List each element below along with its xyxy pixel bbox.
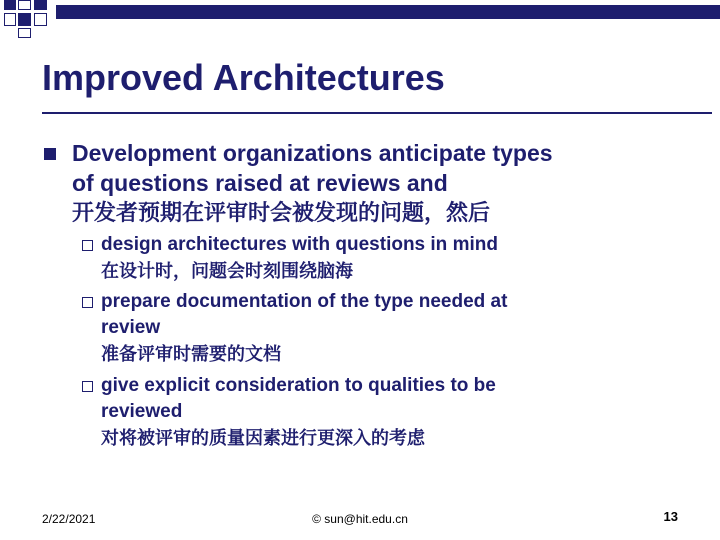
sub-point-line: design architectures with questions in mind [101, 234, 498, 255]
main-point-line: Development organizations anticipate types [72, 140, 553, 166]
hollow-square-bullet-icon [82, 381, 93, 392]
header-bar [56, 5, 720, 19]
hollow-square-bullet-icon [82, 240, 93, 251]
sub-point-line: 准备评审时需要的文档 [101, 344, 281, 365]
sub-point-line: 在设计时，问题会时刻围绕脑海 [101, 261, 353, 282]
sub-point-line: review [101, 317, 161, 338]
page-number: 13 [663, 509, 678, 524]
title-divider [42, 112, 712, 114]
corner-square [34, 13, 47, 26]
sub-point-line: prepare documentation of the type needed at [101, 291, 508, 312]
footer-date: 2/22/2021 [42, 512, 96, 526]
sub-point-line: reviewed [101, 401, 183, 422]
sub-point-line: 对将被评审的质量因素进行更深入的考虑 [101, 428, 425, 449]
corner-square [18, 13, 31, 26]
corner-square [34, 0, 47, 10]
main-point-line: of questions raised at reviews and [72, 170, 448, 196]
footer-contact: © sun@hit.edu.cn [312, 512, 408, 526]
corner-square [18, 28, 31, 38]
corner-decoration [0, 0, 60, 40]
main-point-line: 开发者预期在评审时会被发现的问题，然后 [72, 201, 491, 226]
corner-square [4, 13, 16, 26]
slide-title: Improved Architectures [42, 57, 445, 98]
square-bullet-icon [44, 148, 56, 160]
hollow-square-bullet-icon [82, 297, 93, 308]
sub-point-line: give explicit consideration to qualities to be [101, 375, 496, 396]
corner-square [4, 0, 16, 10]
corner-square [18, 0, 31, 10]
